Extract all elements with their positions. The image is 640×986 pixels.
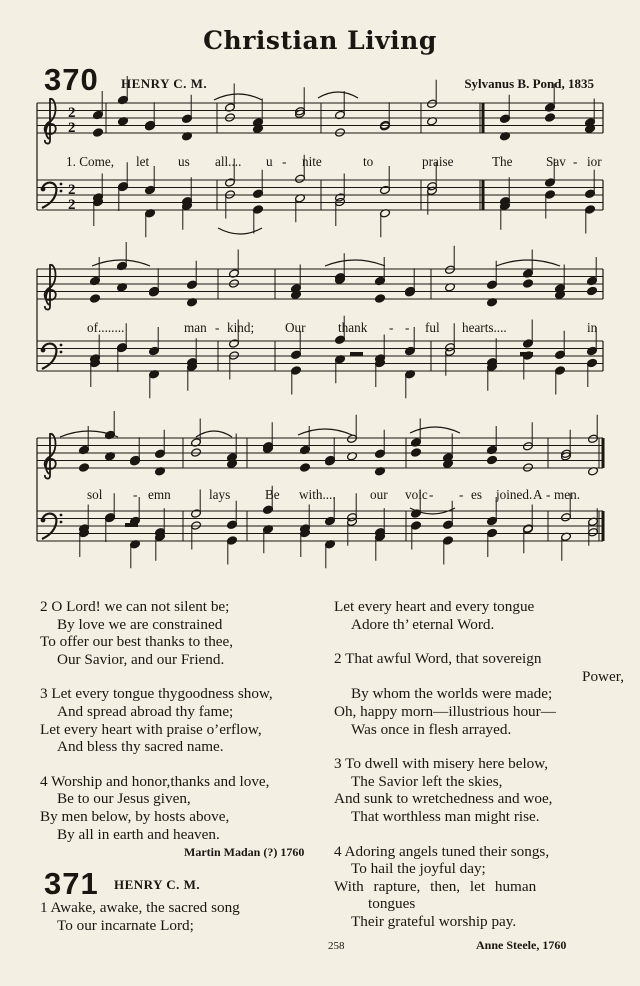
verse-line: 4 Worship and honor,thanks and love, — [40, 772, 270, 790]
note-head — [299, 463, 310, 473]
verse-line: That worthless man might rise. — [351, 807, 540, 825]
stanza — [334, 598, 624, 633]
lyric-syllable: with.... — [299, 487, 336, 502]
verse-line: Be to our Jesus given, — [57, 790, 191, 808]
bass-clef-dot — [60, 514, 63, 517]
treble-clef — [45, 265, 56, 310]
lyric-syllable: our — [370, 487, 388, 502]
verse-line: By whom the worlds were made; — [351, 685, 553, 703]
lyric-syllable: A — [533, 487, 543, 502]
lyric-syllable: sol — [87, 487, 103, 502]
slur — [325, 260, 385, 266]
lyric-syllable: - — [573, 154, 578, 169]
verse-line: To offer our best thanks to thee, — [40, 633, 234, 651]
hymn-number-370: 370 — [44, 62, 99, 97]
note-head — [586, 286, 597, 296]
hymn371-stanzas — [334, 598, 624, 931]
lyric-syllable: emn — [148, 487, 171, 502]
stanza — [40, 685, 332, 755]
lyric-syllable: joined. — [496, 487, 533, 502]
lyric-syllable: let — [136, 154, 150, 169]
lyric-syllable: - — [429, 487, 434, 502]
hymn371-stanza-1 — [40, 899, 332, 934]
verse-line: By all in earth and heaven. — [57, 825, 220, 843]
note-head — [410, 448, 421, 458]
verse-line: The Savior left the skies, — [351, 772, 503, 790]
verse-line: Their grateful worship pay. — [351, 912, 517, 930]
time-signature: 2 — [68, 197, 76, 213]
lyric-syllable: Our — [285, 320, 306, 335]
verse-line: Our Savior, and our Friend. — [57, 650, 225, 668]
verse-line: To our incarnate Lord; — [57, 916, 194, 934]
lyric-syllable: man — [184, 320, 207, 335]
time-signature: 2 — [68, 120, 76, 136]
lyric-syllable: Be — [265, 487, 280, 502]
lyric-syllable: - — [133, 487, 138, 502]
lyric-syllable: - — [215, 320, 220, 335]
bass-clef-dot — [60, 351, 63, 354]
verse-line: Oh, happy morn—illustrious hour— — [334, 702, 556, 720]
lyric-syllable: thank — [338, 320, 368, 335]
verse-line: Let every heart with praise o’erflow, — [40, 720, 262, 738]
lyric-syllable: of........ — [87, 320, 125, 335]
note-head — [92, 128, 103, 138]
note-head — [544, 113, 555, 123]
lyric-syllable: es — [471, 487, 482, 502]
verse-line: Let every heart and every tongue — [334, 598, 535, 615]
slur — [318, 92, 358, 98]
composer-credit: Sylvanus B. Pond, 1835 — [464, 76, 594, 91]
author-credit-370: Martin Madan (?) 1760 — [184, 845, 305, 859]
verse-line: And sunk to wretchedness and woe, — [334, 790, 553, 808]
verse-line: Adore th’ eternal Word. — [351, 615, 495, 633]
slur — [298, 429, 352, 435]
stanza — [334, 843, 624, 931]
verse-line: To hail the joyful day; — [351, 860, 486, 878]
verse-line: 3 To dwell with misery here below, — [334, 755, 549, 773]
lyric-syllable: - — [546, 487, 551, 502]
verse-line: 1 Awake, awake, the sacred song — [40, 899, 240, 916]
lyric-syllable: kind; — [227, 320, 255, 335]
tune-name-370: HENRY C. M. — [121, 76, 208, 91]
slur — [496, 260, 560, 266]
slur — [214, 94, 262, 100]
bass-clef-dot — [60, 344, 63, 347]
bass-clef-dot — [41, 348, 46, 353]
lyric-syllable: - — [389, 320, 394, 335]
verse-line: 4 Adoring angels tuned their songs, — [334, 842, 550, 860]
lyric-syllable: The — [492, 154, 513, 169]
author-credit-371: Anne Steele, 1760 — [476, 938, 567, 952]
slur — [196, 431, 232, 437]
lyric-syllable: to — [363, 154, 374, 169]
section-title: Christian Living — [203, 26, 437, 55]
stanza — [334, 755, 624, 825]
lyric-syllable: u — [266, 154, 273, 169]
lyric-syllable: - — [405, 320, 410, 335]
lyric-syllable: all.... — [215, 154, 242, 169]
note-head — [486, 455, 497, 465]
rest — [520, 352, 533, 356]
verse-line: With rapture, then, let human — [334, 877, 537, 895]
time-signature: 2 — [68, 182, 76, 198]
lyric-syllable: lays — [209, 487, 231, 502]
lyric-syllable: - — [459, 487, 464, 502]
bass-clef-dot — [60, 183, 63, 186]
treble-clef — [45, 434, 56, 479]
page-number: 258 — [328, 940, 345, 952]
lyric-syllable: praise — [422, 154, 454, 169]
time-signature: 2 — [68, 105, 76, 121]
bass-clef-dot — [60, 190, 63, 193]
stanza — [40, 773, 332, 843]
tune-name-371: HENRY C. M. — [114, 877, 201, 892]
lyric-syllable: nite — [302, 154, 322, 169]
lyric-syllable: us — [178, 154, 190, 169]
lyric-syllable: - — [282, 154, 287, 169]
hymn-number-371: 371 — [44, 866, 99, 901]
note-head — [374, 294, 385, 304]
verse-line: And spread abroad thy fame; — [57, 702, 234, 720]
verse-line: Was once in flesh arrayed. — [351, 720, 512, 738]
verse-line: By men below, by hosts above, — [40, 807, 230, 825]
stanza — [40, 598, 332, 668]
verse-line: 2 That awful Word, that sovereign — [334, 650, 542, 668]
lyric-syllable: voic — [405, 487, 428, 502]
treble-clef — [45, 99, 56, 144]
note-head — [522, 279, 533, 289]
verse-line: tongues — [368, 895, 416, 913]
lyric-syllable: men. — [554, 487, 581, 502]
bass-clef-dot — [41, 187, 46, 192]
stanza — [334, 650, 624, 738]
hymn370-stanzas — [40, 598, 332, 845]
slur — [410, 427, 460, 433]
lyric-syllable: ior — [587, 154, 602, 169]
lyric-syllable: Sav — [546, 154, 566, 169]
lyric-syllable: in — [587, 320, 598, 335]
bass-clef-dot — [60, 521, 63, 524]
bass-clef-dot — [41, 518, 46, 523]
rest — [350, 352, 363, 356]
verse-line: By love we are constrained — [57, 615, 223, 633]
verse-line: 2 O Lord! we can not silent be; — [40, 598, 230, 615]
verse-line: And bless thy sacred name. — [57, 738, 224, 756]
verse-line: 3 Let every tongue thygoodness show, — [40, 685, 273, 703]
lyric-syllable: ful — [425, 320, 440, 335]
note-head — [89, 294, 100, 304]
lyric-syllable: hearts.... — [462, 320, 507, 335]
lyric-syllable: 1. Come, — [66, 154, 114, 169]
rest — [125, 523, 138, 527]
slur — [218, 228, 262, 234]
note-head — [78, 463, 89, 473]
verse-line: Power, — [582, 667, 624, 685]
